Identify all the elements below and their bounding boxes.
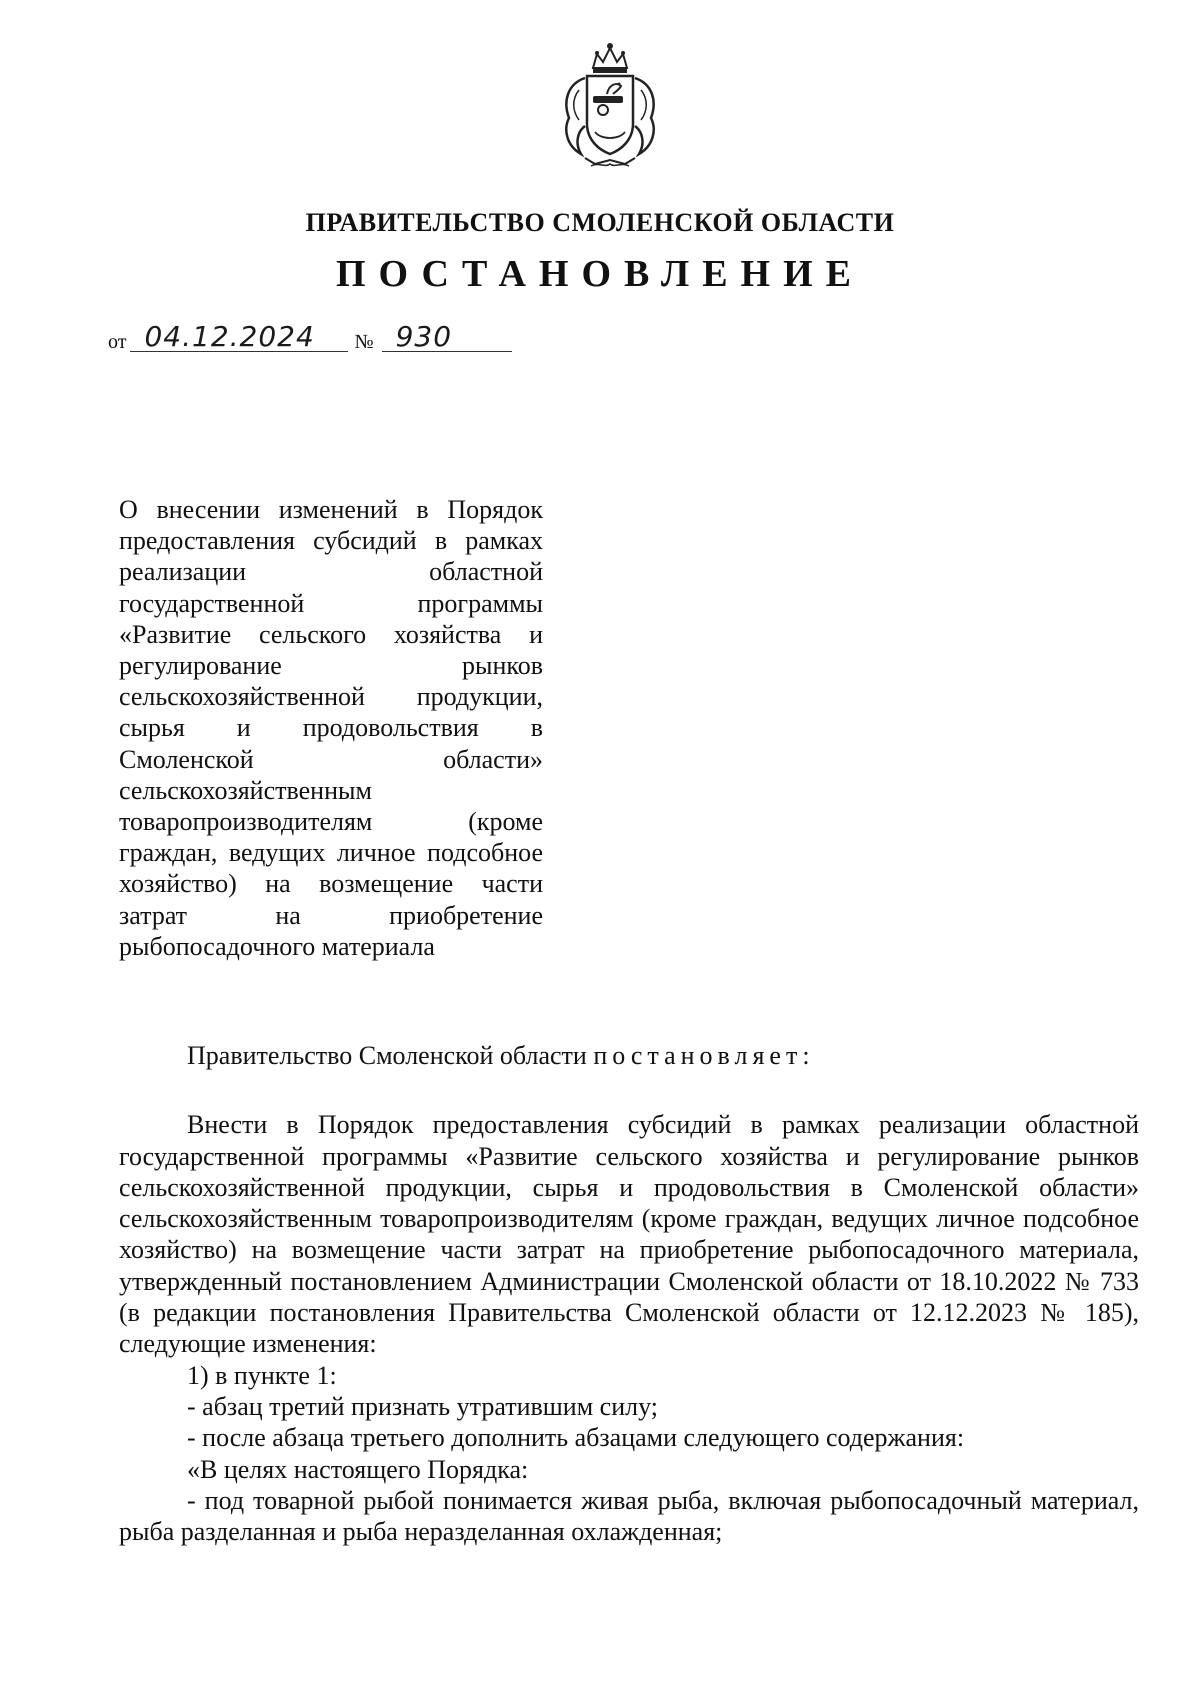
coat-of-arms-icon	[555, 40, 665, 170]
resolution-intro: Правительство Смоленской области	[187, 1041, 594, 1070]
document-date-number	[108, 320, 512, 352]
document-number: 930	[382, 323, 512, 352]
body-paragraph: - абзац третий признать утратившим силу;	[187, 1391, 658, 1421]
body-paragraph: Внести в Порядок предоставления субсидий в рамках реализации областной государственной программы «Развитие сельского хозяйства и регулирование рынков сельскохозяйственной продукции, сырья и продовольствия в Смоленской области» сельскохозяйственным товаропроизводителям (кроме граждан, ведущих личное подсобное хозяйство) на возмещение части затрат на приобретение рыбопосадочного материала, утвержденный постановлением Администрации Смоленской области от 18.10.2022 № 733 (в редакции постановления Правительства Смоленской области от 12.12.2023 № 185), следующие изменения:	[119, 1110, 1139, 1359]
resolution-verb: постановляет:	[593, 1041, 815, 1070]
body-paragraph: - под товарной рыбой понимается живая рыба, включая рыбопосадочный материал, рыба разделанная и рыба неразделанная охлажденная;	[119, 1485, 1139, 1547]
document-body	[119, 1040, 1139, 1547]
government-title: ПРАВИТЕЛЬСТВО СМОЛЕНСКОЙ ОБЛАСТИ	[305, 208, 895, 237]
body-paragraph: - после абзаца третьего дополнить абзацами следующего содержания:	[187, 1423, 965, 1453]
body-paragraph: «В целях настоящего Порядка:	[187, 1454, 529, 1484]
date-prefix-label: от	[108, 331, 127, 353]
body-paragraph: 1) в пункте 1:	[187, 1360, 337, 1390]
document-subject: О внесении изменений в Порядок предоставления субсидий в рамках реализации областной государственной программы «Развитие сельского хозяйства и регулирование рынков сельскохозяйственной продукции, сырья и продовольствия в Смоленской области» сельскохозяйственным товаропроизводителям (кроме граждан, ведущих личное подсобное хозяйство) на возмещение части затрат на приобретение рыбопосадочного материала	[119, 495, 543, 961]
document-date: 04.12.2024	[130, 323, 348, 352]
resolution-line	[119, 1040, 1139, 1071]
number-sign-label: №	[354, 331, 374, 353]
document-type-title: ПОСТАНОВЛЕНИЕ	[335, 253, 865, 295]
